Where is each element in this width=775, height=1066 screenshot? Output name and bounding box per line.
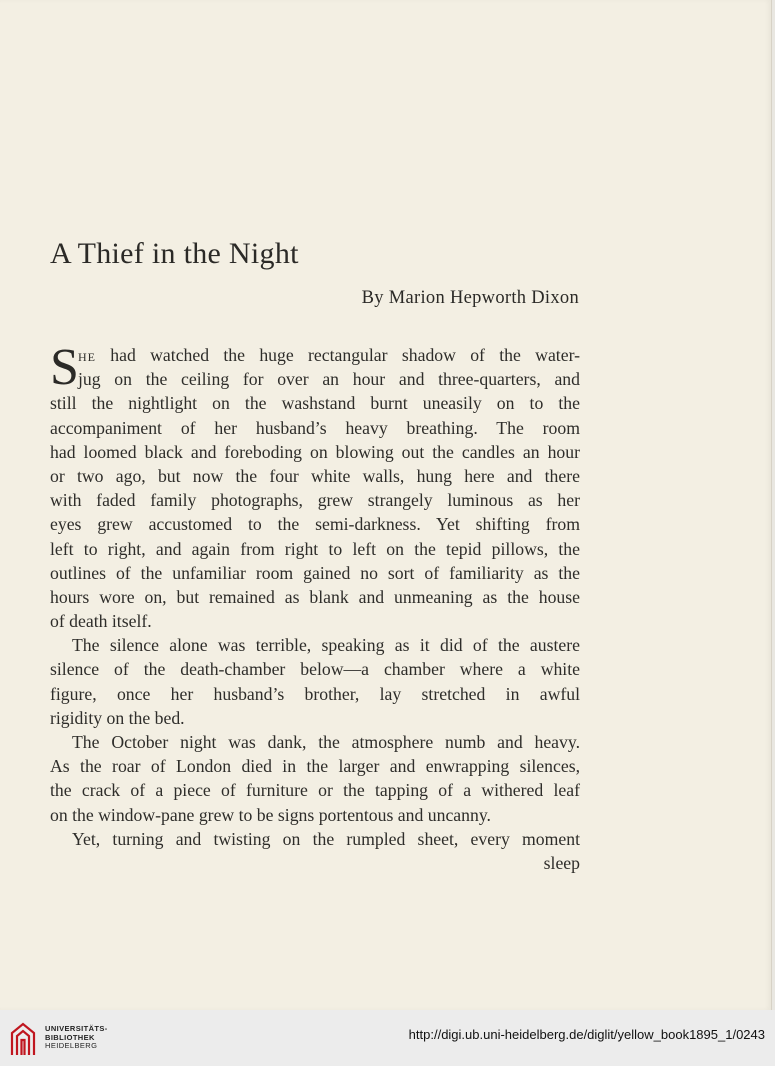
- body-line: with faded family photographs, grew strangely luminous as her: [50, 490, 580, 511]
- heidelberg-library-logo-icon[interactable]: [8, 1021, 38, 1057]
- body-line: accompaniment of her husband’s heavy breathing. The room: [50, 417, 580, 438]
- body-line: As the roar of London died in the larger and enwrapping silences,: [50, 756, 580, 777]
- body-line: rigidity on the bed.: [50, 707, 185, 728]
- body-line: of death itself.: [50, 611, 152, 632]
- article-body: [50, 339, 580, 875]
- body-line: the crack of a piece of furniture or the tapping of a withered leaf: [50, 780, 580, 801]
- article-byline: By Marion Hepworth Dixon: [361, 288, 579, 308]
- library-name[interactable]: UNIVERSITÄTS- BIBLIOTHEK HEIDELBERG: [45, 1024, 108, 1051]
- body-line: on the window-pane grew to be signs portentous and uncanny.: [50, 804, 491, 825]
- body-line: had loomed black and foreboding on blowing out the candles an hour: [50, 441, 580, 462]
- body-line: hours wore on, but remained as blank and unmeaning as the house: [50, 586, 580, 607]
- body-line: The silence alone was terrible, speaking as it did of the austere: [72, 635, 580, 656]
- body-line: The October night was dank, the atmosphere numb and heavy.: [72, 732, 580, 752]
- viewer-footer: [0, 1010, 775, 1066]
- body-line: figure, once her husband’s brother, lay stretched in awful: [50, 683, 580, 704]
- body-line: or two ago, but now the four white walls, hung here and there: [50, 465, 580, 486]
- body-line: jug on the ceiling for over an hour and three-quarters, and: [78, 369, 580, 390]
- first-word-smallcaps: he: [78, 345, 96, 365]
- body-line: he had watched the huge rectangular shadow of the water-: [78, 345, 580, 365]
- body-line: still the nightlight on the washstand burnt uneasily on to the: [50, 393, 580, 414]
- body-line: silence of the death-chamber below—a chamber where a white: [50, 659, 580, 680]
- body-line: left to right, and again from right to left on the tepid pillows, the: [50, 538, 580, 559]
- drop-cap: S: [50, 339, 79, 396]
- article-title: A Thief in the Night: [50, 237, 299, 270]
- permalink-url[interactable]: http://digi.ub.uni-heidelberg.de/diglit/yellow_book1895_1/0243: [408, 1027, 765, 1042]
- body-line: outlines of the unfamiliar room gained no sort of familiarity as the: [50, 562, 580, 583]
- body-line: Yet, turning and twisting on the rumpled sheet, every moment: [72, 828, 580, 849]
- body-line: eyes grew accustomed to the semi-darkness. Yet shifting from: [50, 514, 580, 535]
- catchword: sleep: [543, 852, 580, 873]
